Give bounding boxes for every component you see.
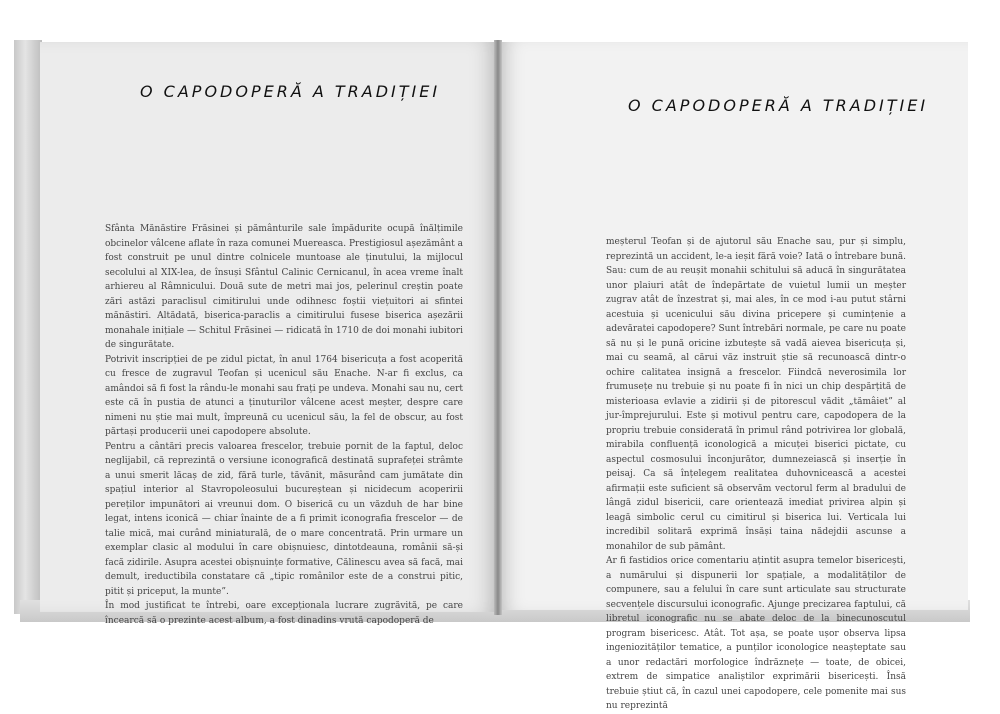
right-page	[498, 42, 968, 711]
book-page-edges	[14, 40, 42, 614]
left-paragraph-2: Potrivit inscripției de pe zidul pictat, în anul 1764 bisericuța a fost acoperită cu fresce de zugravul Teofan și ucenicul său Enache. N-ar fi exclus, ca amândoi să fi fost la rându-le monahi sau frați pe undeva. Monahi sau nu, cert este că în pustia de atunci a ținuturilor vâlcene acest meșter, despre care nimeni nu știe mai mult, împreună cu ucenicul său, la fel de obscur, au fost părtași producerii unei capodopere absolute.	[105, 354, 463, 437]
right-paragraph-1: meșterul Teofan și de ajutorul său Enache sau, pur și simplu, reprezintă un accident, le-a ieșit fără voie? Iată o întrebare bună. Sau: cum de au reușit monahii schitului să aducă în singurătatea unor plaiuri atât de îndepărtate de vuietul lumii un meșter zugrav atât de înzestrat și, mai ales, în ce mod i-au putut stârni acestuia și ucenicului său divina pricepere și cumințenie a adevăratei capodopere? Sunt întrebări normale, pe care nu poate să nu și le pună oricine izbutește să vadă aievea bisericuța și, mai cu seamă, al cărui văz instruit știe să recunoască dintr-o ochire calitatea insignă a frescelor. Fiindcă neverosimila lor frumusețe nu trebuie și nu poate fi în nici un chip despărțită de misterioasa evlavie a zidirii și de pitorescul vădit „tămâiet” al jur-împrejurului. Este și motivul pentru care, capodopera de la propriu trebuie considerată în primul rând potrivirea lor globală, mirabila confluență iconologică a micuței biserici pictate, cu aspectul cosmosului înconjurător, dumnezeiască și inserție în peisaj. Ca să înțelegem realitatea duhovnicească a acestei afirmații este suficient să observăm vectorul ferm al bradului de lângă zidul bisericii, care orientează imediat privirea alpin și leagă simbolic cerul cu cimitirul și biserica lui. Verticala lui incredibil solitară exprimă însăși taina nădejdii ascunse a monahilor de sub pământ.	[606, 237, 906, 552]
left-page	[40, 42, 498, 626]
left-page-body	[105, 222, 463, 628]
right-paragraph-2: Ar fi fastidios orice comentariu ațintit asupra temelor bisericești, a numărului și dispunerii lor spațiale, a modalităților de compunere, sau a felului în care sunt articulate sau structurate secvențele discursului iconografic. Ajunge precizarea faptului, că libretul iconografic nu se abate deloc de la binecunoscutul program bisericesc. Atât. Tot așa, se poate ușor observa lipsa ingeniozităților tematice, a punților iconologice neașteptate sau a unor redactări morfologice îndrăznețe — toate, de obicei, extrem de simpatice analiștilor exprimării bisericești. Însă trebuie știut că, în cazul unei capodopere, cele pomenite mai sus nu reprezintă	[606, 556, 906, 711]
right-page-title: O CAPODOPERĂ A TRADIȚIEI	[628, 96, 929, 115]
left-paragraph-3: Pentru a cântări precis valoarea frescelor, trebuie pornit de la faptul, deloc neglijabil, că reprezintă o versiune iconografică destinată suprafeței strâmte a unui smerit lăcaș de zid, fără turle, tăvănit, măsurând cam jumătate din spațiul interior al Stavropoleosului bucureștean și nicidecum acoperirii pereților impunători ai vreunui dom. O biserică cu un văzduh de har bine legat, intens iconică — chiar înainte de a fi primit iconografia frescelor — de talie mică, mai curând miniaturală, de o mare concentrată. Prin urmare un exemplar clasic al modului în care obișnuiesc, dintotdeauna, românii să-și facă zidirile. Asupra acestei obișnuințe formative, Călinescu avea să facă, mai demult, ireductibila constatare că „tipic românilor este de a construi pitic, pitit și priceput, la munte”.	[105, 441, 463, 597]
left-paragraph-1: Sfânta Mănăstire Frăsinei și pământurile sale împădurite ocupă înălțimile obcinelor vâlcene aflate în raza comunei Muereasca. Prestigiosul așezământ a fost construit pe unul dintre colnicele muntoase ale ținutului, la mijlocul secolului al XIX-lea, de însuși Sfântul Calinic Cernicanul, în acea vreme înalt arhiereu al Râmnicului. Două sute de metri mai jos, pelerinul creștin poate zări astăzi paraclisul cimitirului unde odihnesc foștii viețuitori ai sfintei mănăstiri. Altădată, biserica-paraclis a cimitirului fusese biserica așezării monahale inițiale — Schitul Frăsinei — ridicată în 1710 de doi monahi iubitori de singurătate.	[105, 224, 463, 350]
left-paragraph-4: În mod justificat te întrebi, oare excepționala lucrare zugrăvită, pe care încearcă să o prezinte acest album, a fost dinadins vrută capodoperă de	[105, 601, 463, 626]
right-page-body	[606, 235, 906, 714]
left-page-title: O CAPODOPERĂ A TRADIȚIEI	[140, 82, 441, 101]
book-spine	[494, 40, 502, 615]
